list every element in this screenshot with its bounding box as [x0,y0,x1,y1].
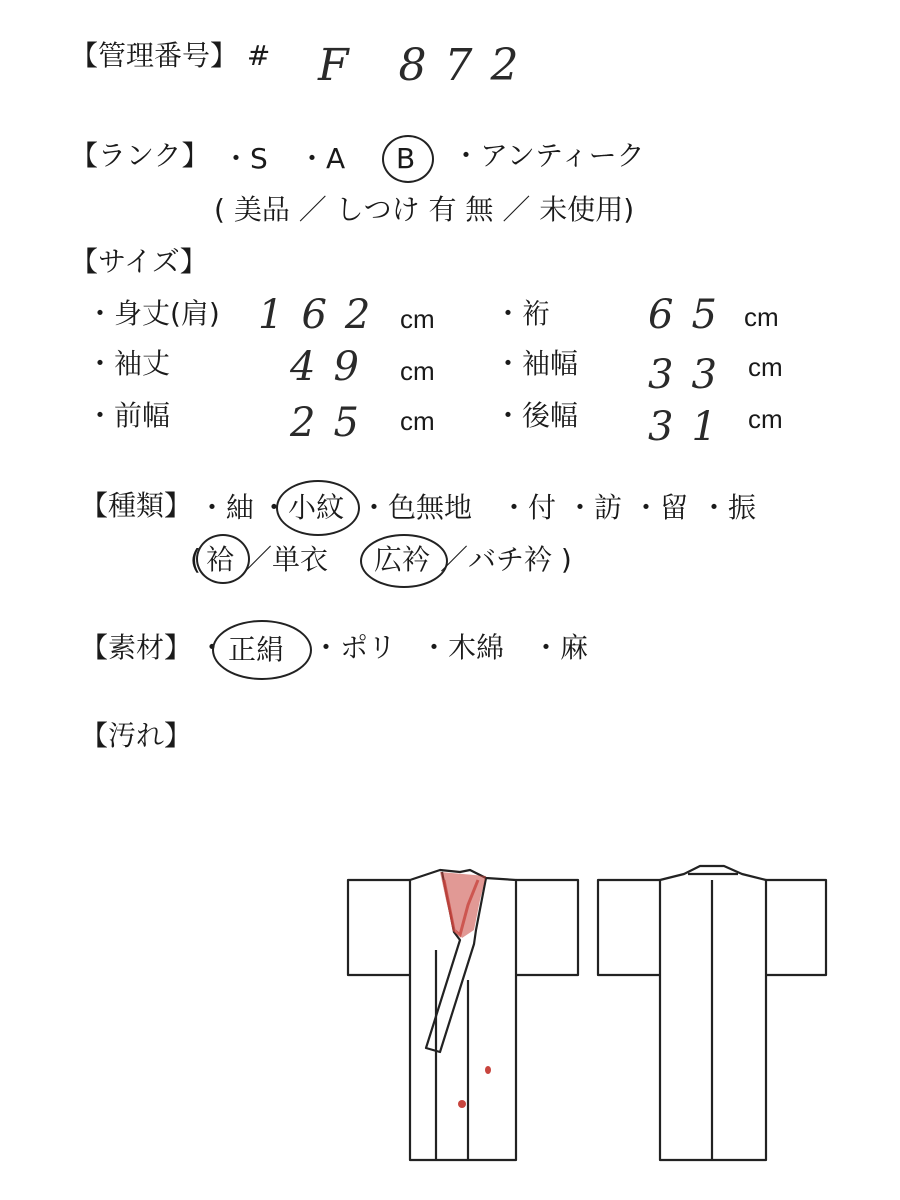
size-row-unit: cm [400,406,435,436]
kind-option-komon: 小紋 [288,491,345,524]
stain-marks [440,872,491,1108]
rank-option-b: B [396,142,416,175]
kind-paren-open: ( [190,543,201,576]
kimono-back-view [598,866,826,1160]
rank-condition-line: ( 美品 ／ しつけ 有 無 ／ 未使用) [214,193,635,226]
material-option-dot: ・ [198,631,227,664]
kind-option-tsuke: ・付 [500,491,557,524]
material-option-asa: ・麻 [532,631,589,664]
size-label: 【サイズ】 [70,245,208,278]
material-option-momen: ・木綿 [420,631,505,664]
size-row-value: 49 [290,344,377,390]
size-row-value: 65 [648,292,735,338]
kind-option-tome: ・留 [632,491,689,524]
kind-option-dot: ・ [260,491,289,524]
material-option-shoken: 正絹 [228,633,285,666]
stain-label: 【汚れ】 [80,719,193,752]
material-option-poly: ・ポリ [312,631,397,664]
size-row-unit: cm [748,404,783,434]
rank-option-s: ・S [222,142,268,175]
size-row-label: ・袖丈 [86,347,171,380]
rank-label: 【ランク】 [70,139,210,172]
material-label: 【素材】 [80,631,193,664]
kind-option-homon: ・訪 [566,491,623,524]
size-row-unit: cm [400,304,435,334]
size-row-label: ・袖幅 [494,347,579,380]
kind-option-hitoe: ／単衣 [244,543,329,576]
kind-option-iromuji: ・色無地 [360,491,473,524]
size-row-unit: cm [400,356,435,386]
size-row-value: 162 [258,292,389,338]
rank-option-antique: ・アンティーク [452,139,645,172]
mgmt-number: F 872 [318,40,537,91]
mgmt-label: 【管理番号】 # [70,39,271,72]
size-row-label: ・後幅 [494,399,579,432]
size-row-label: ・裄 [494,297,551,330]
size-row-unit: cm [748,352,783,382]
size-row-unit: cm [744,302,779,332]
kind-label: 【種類】 [80,489,193,522]
kind-option-awase: 袷 [206,543,235,576]
size-row-label: ・前幅 [86,399,171,432]
kind-option-furi: ・振 [700,491,757,524]
kind-option-bachieri: ／バチ衿 ) [440,543,572,576]
rank-option-a: ・A [298,142,346,175]
size-row-label: ・身丈(肩) [86,297,220,330]
kind-option-hiroeri: 広衿 [374,543,431,576]
size-row-value: 33 [648,352,735,398]
kind-option-tsumugi: ・紬 [198,491,255,524]
size-row-value: 31 [648,404,735,450]
size-row-value: 25 [290,400,377,446]
